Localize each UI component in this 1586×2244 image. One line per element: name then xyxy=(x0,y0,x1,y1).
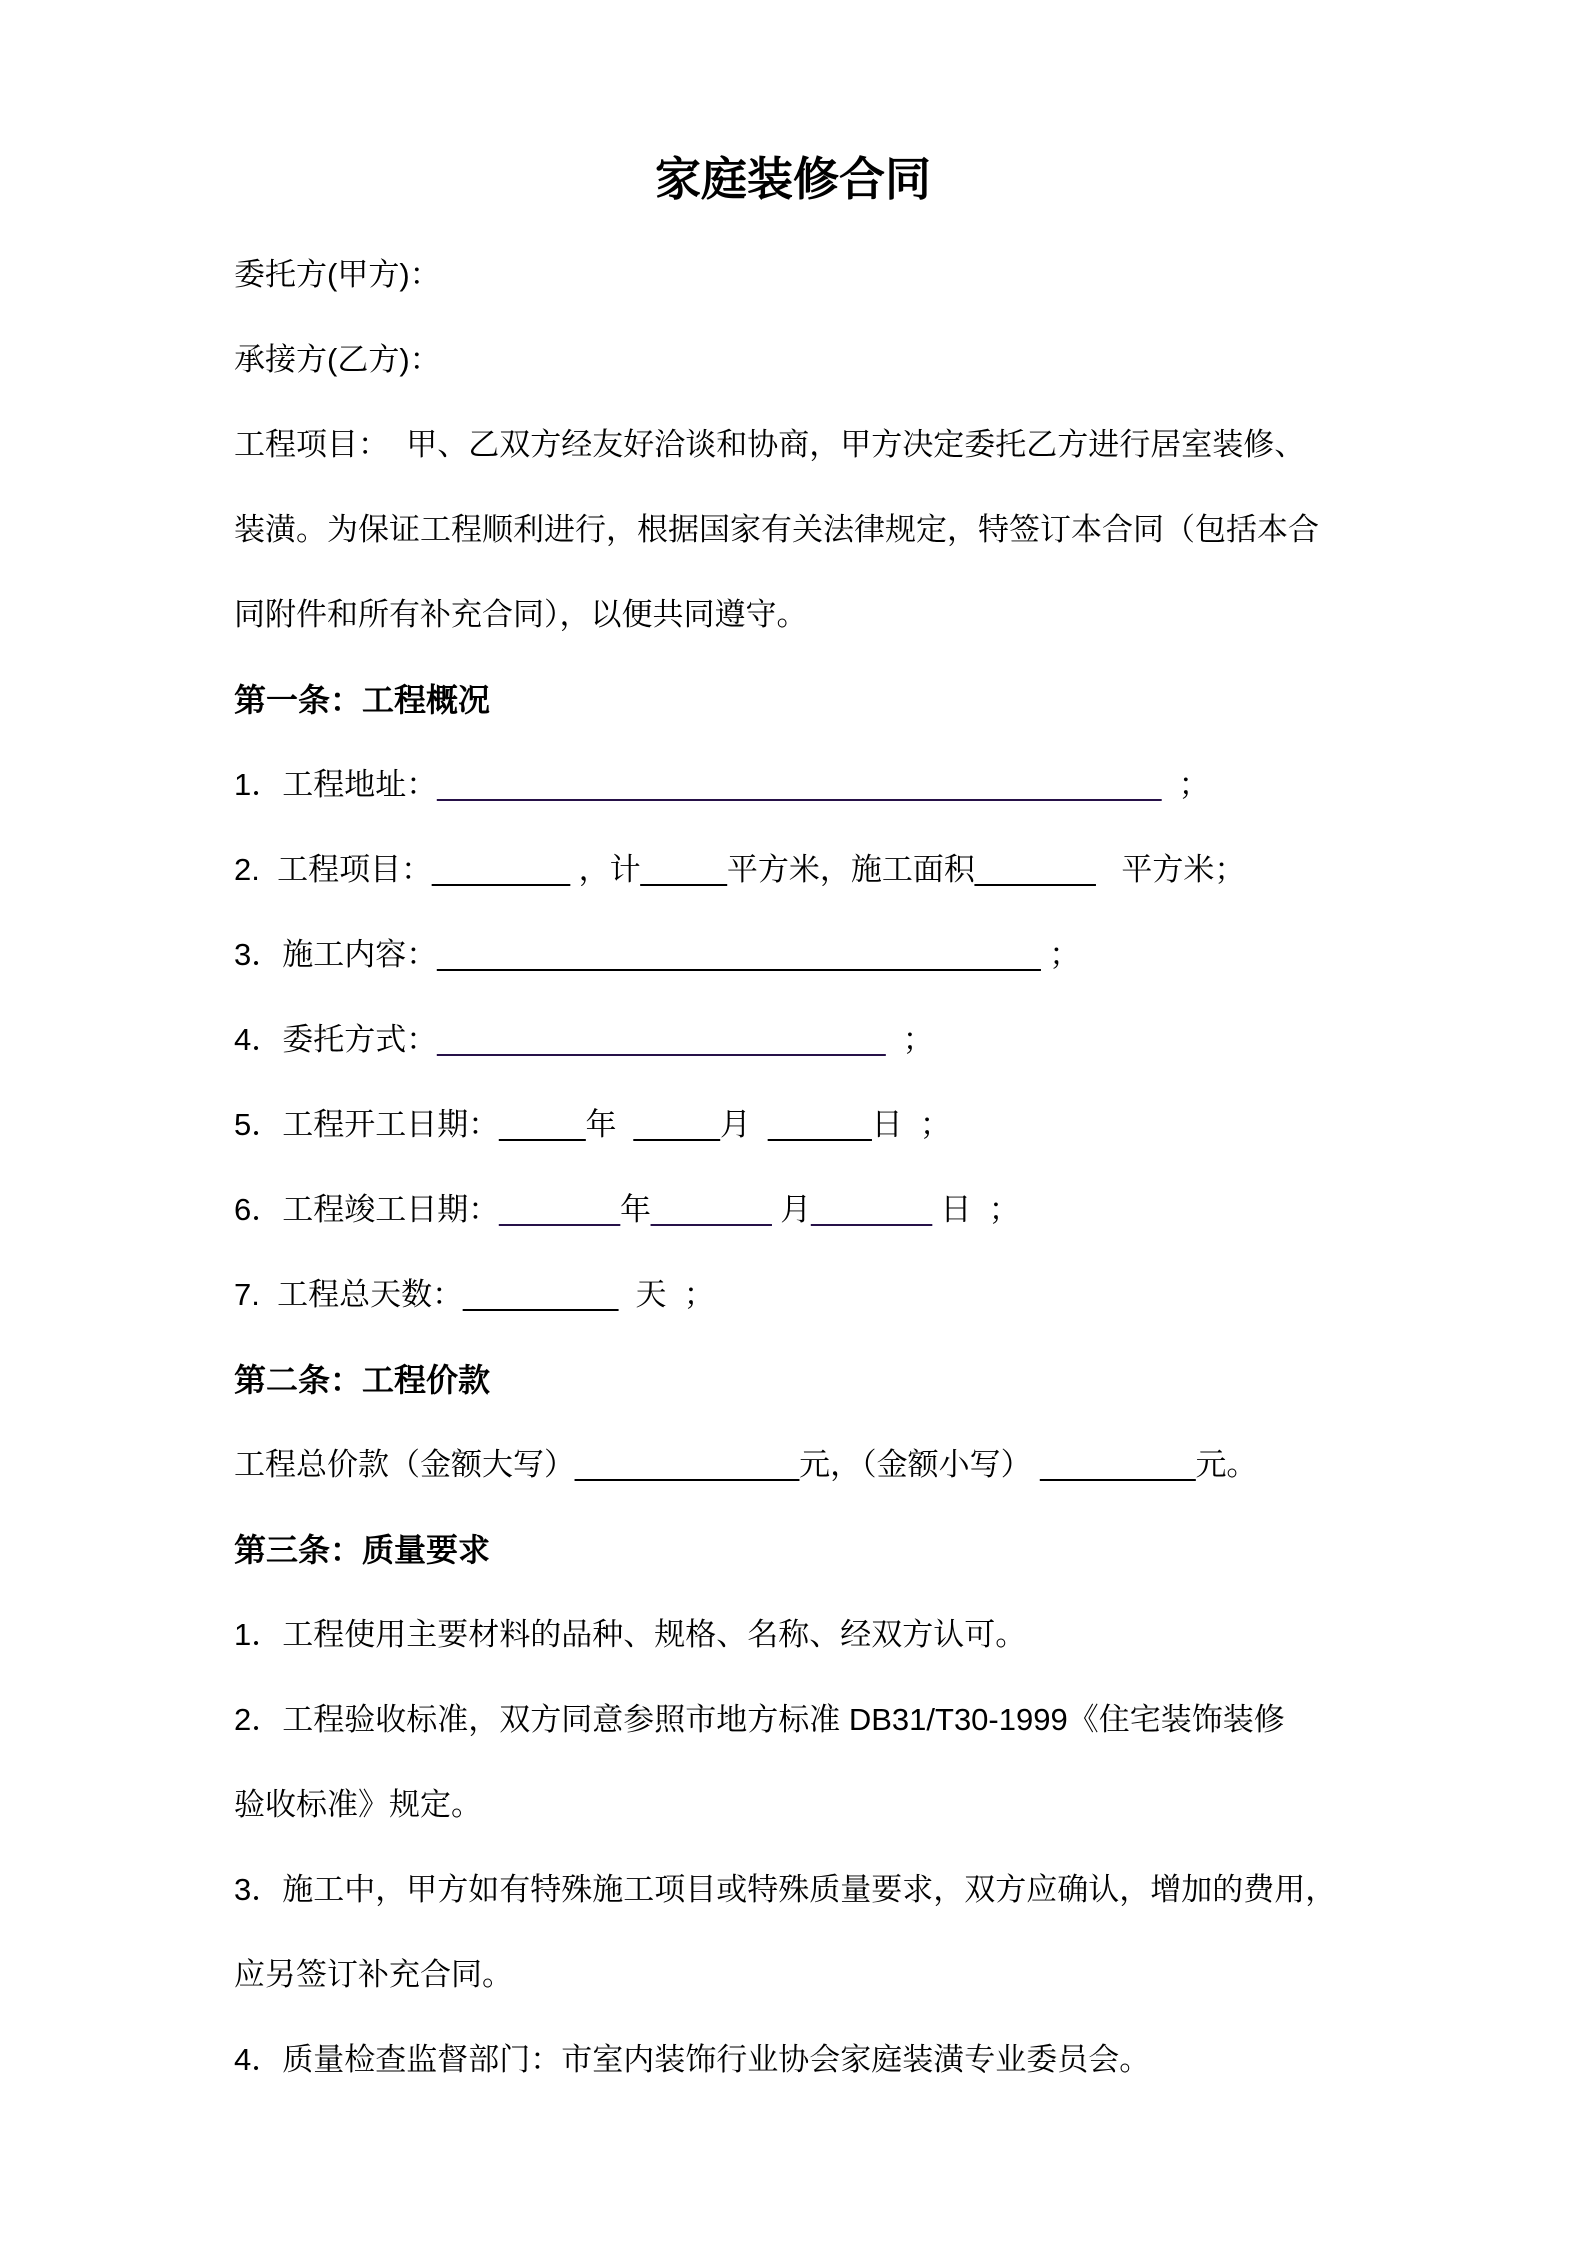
fill-in-blank: ___________________________________ xyxy=(437,937,1041,972)
item-label: 5．工程开工日期： xyxy=(234,1107,500,1142)
item-label: 2. 工程项目： xyxy=(234,852,433,887)
item-total-days: 7. 工程总天数：_________ 天 ； xyxy=(234,1277,715,1312)
party-a-label: 委托方(甲方)： xyxy=(234,257,441,292)
fill-in-blank: _____ xyxy=(499,1107,586,1142)
item-label: 7. 工程总天数： xyxy=(234,1277,464,1312)
quality-item-2-line-1: 2．工程验收标准，双方同意参照市地方标准 DB31/T30-1999《住宅装饰装修 xyxy=(234,1702,1285,1737)
intro-paragraph-line-3: 同附件和所有补充合同），以便共同遵守。 xyxy=(234,597,808,632)
item-label: 4．委托方式： xyxy=(234,1022,438,1057)
party-b-line xyxy=(234,337,1446,383)
quality-item-3-line-2: 应另签订补充合同。 xyxy=(234,1957,513,1992)
section-2-heading: 第二条：工程价款 xyxy=(234,1362,491,1398)
intro-paragraph-line-2: 装潢。为保证工程顺利进行，根据国家有关法律规定，特签订本合同（包括本合 xyxy=(234,512,1319,547)
quality-item-3-line-1: 3．施工中，甲方如有特殊施工项目或特殊质量要求，双方应确认，增加的费用， xyxy=(234,1872,1337,1907)
total-price-line: 工程总价款（金额大写）_____________元，（金额小写） _________元。 xyxy=(234,1447,1258,1482)
quality-item-4: 4．质量检查监督部门：市室内装饰行业协会家庭装潢专业委员会。 xyxy=(234,2042,1151,2077)
fill-in-blank: _______ xyxy=(499,1192,620,1227)
fill-in-blank: _________ xyxy=(463,1277,619,1312)
fill-in-blank: _______ xyxy=(650,1192,772,1227)
fill-in-blank: __________________________________________ xyxy=(437,767,1162,802)
fill-in-blank: _______ xyxy=(811,1192,932,1227)
fill-in-blank: _____ xyxy=(633,1107,720,1142)
item-start-date: 5．工程开工日期：_____年 _____月 ______日 ； xyxy=(234,1107,951,1142)
party-a-line xyxy=(234,252,1446,298)
contract-title: 家庭装修合同 xyxy=(655,153,931,205)
item-completion-date: 6．工程竣工日期：_______年_______ 月_______ 日 ； xyxy=(234,1192,1020,1227)
item-project-name-area: 2. 工程项目：________ ，计_____平方米，施工面积_______ 平方米； xyxy=(234,852,1246,887)
party-b-label: 承接方(乙方)： xyxy=(234,342,441,377)
item-label: 6．工程竣工日期： xyxy=(234,1192,500,1227)
item-entrust-method: 4．委托方式：__________________________ ； xyxy=(234,1022,934,1057)
fill-in-blank: ______ xyxy=(768,1107,872,1142)
fill-in-blank: _____ xyxy=(640,852,727,887)
fill-in-blank: _________ xyxy=(1040,1447,1196,1482)
quality-item-2-line-2: 验收标准》规定。 xyxy=(234,1787,482,1822)
item-project-address: 1．工程地址：__________________________________________ ； xyxy=(234,767,1210,802)
item-label: 1．工程地址： xyxy=(234,767,438,802)
item-label: 工程总价款（金额大写） xyxy=(234,1447,575,1482)
intro-paragraph-line-1: 工程项目： 甲、乙双方经友好洽谈和协商，甲方决定委托乙方进行居室装修、 xyxy=(234,427,1306,462)
fill-in-blank: _______ xyxy=(974,852,1096,887)
item-construction-content: 3．施工内容：___________________________________ ； xyxy=(234,937,1081,972)
section-1-heading: 第一条：工程概况 xyxy=(234,682,491,718)
section-3-heading: 第三条：质量要求 xyxy=(234,1532,491,1568)
quality-item-1: 1．工程使用主要材料的品种、规格、名称、经双方认可。 xyxy=(234,1617,1027,1652)
fill-in-blank: ________ xyxy=(432,852,571,887)
fill-in-blank: _____________ xyxy=(575,1447,800,1482)
fill-in-blank: __________________________ xyxy=(437,1022,886,1057)
item-label: 3．施工内容： xyxy=(234,937,438,972)
